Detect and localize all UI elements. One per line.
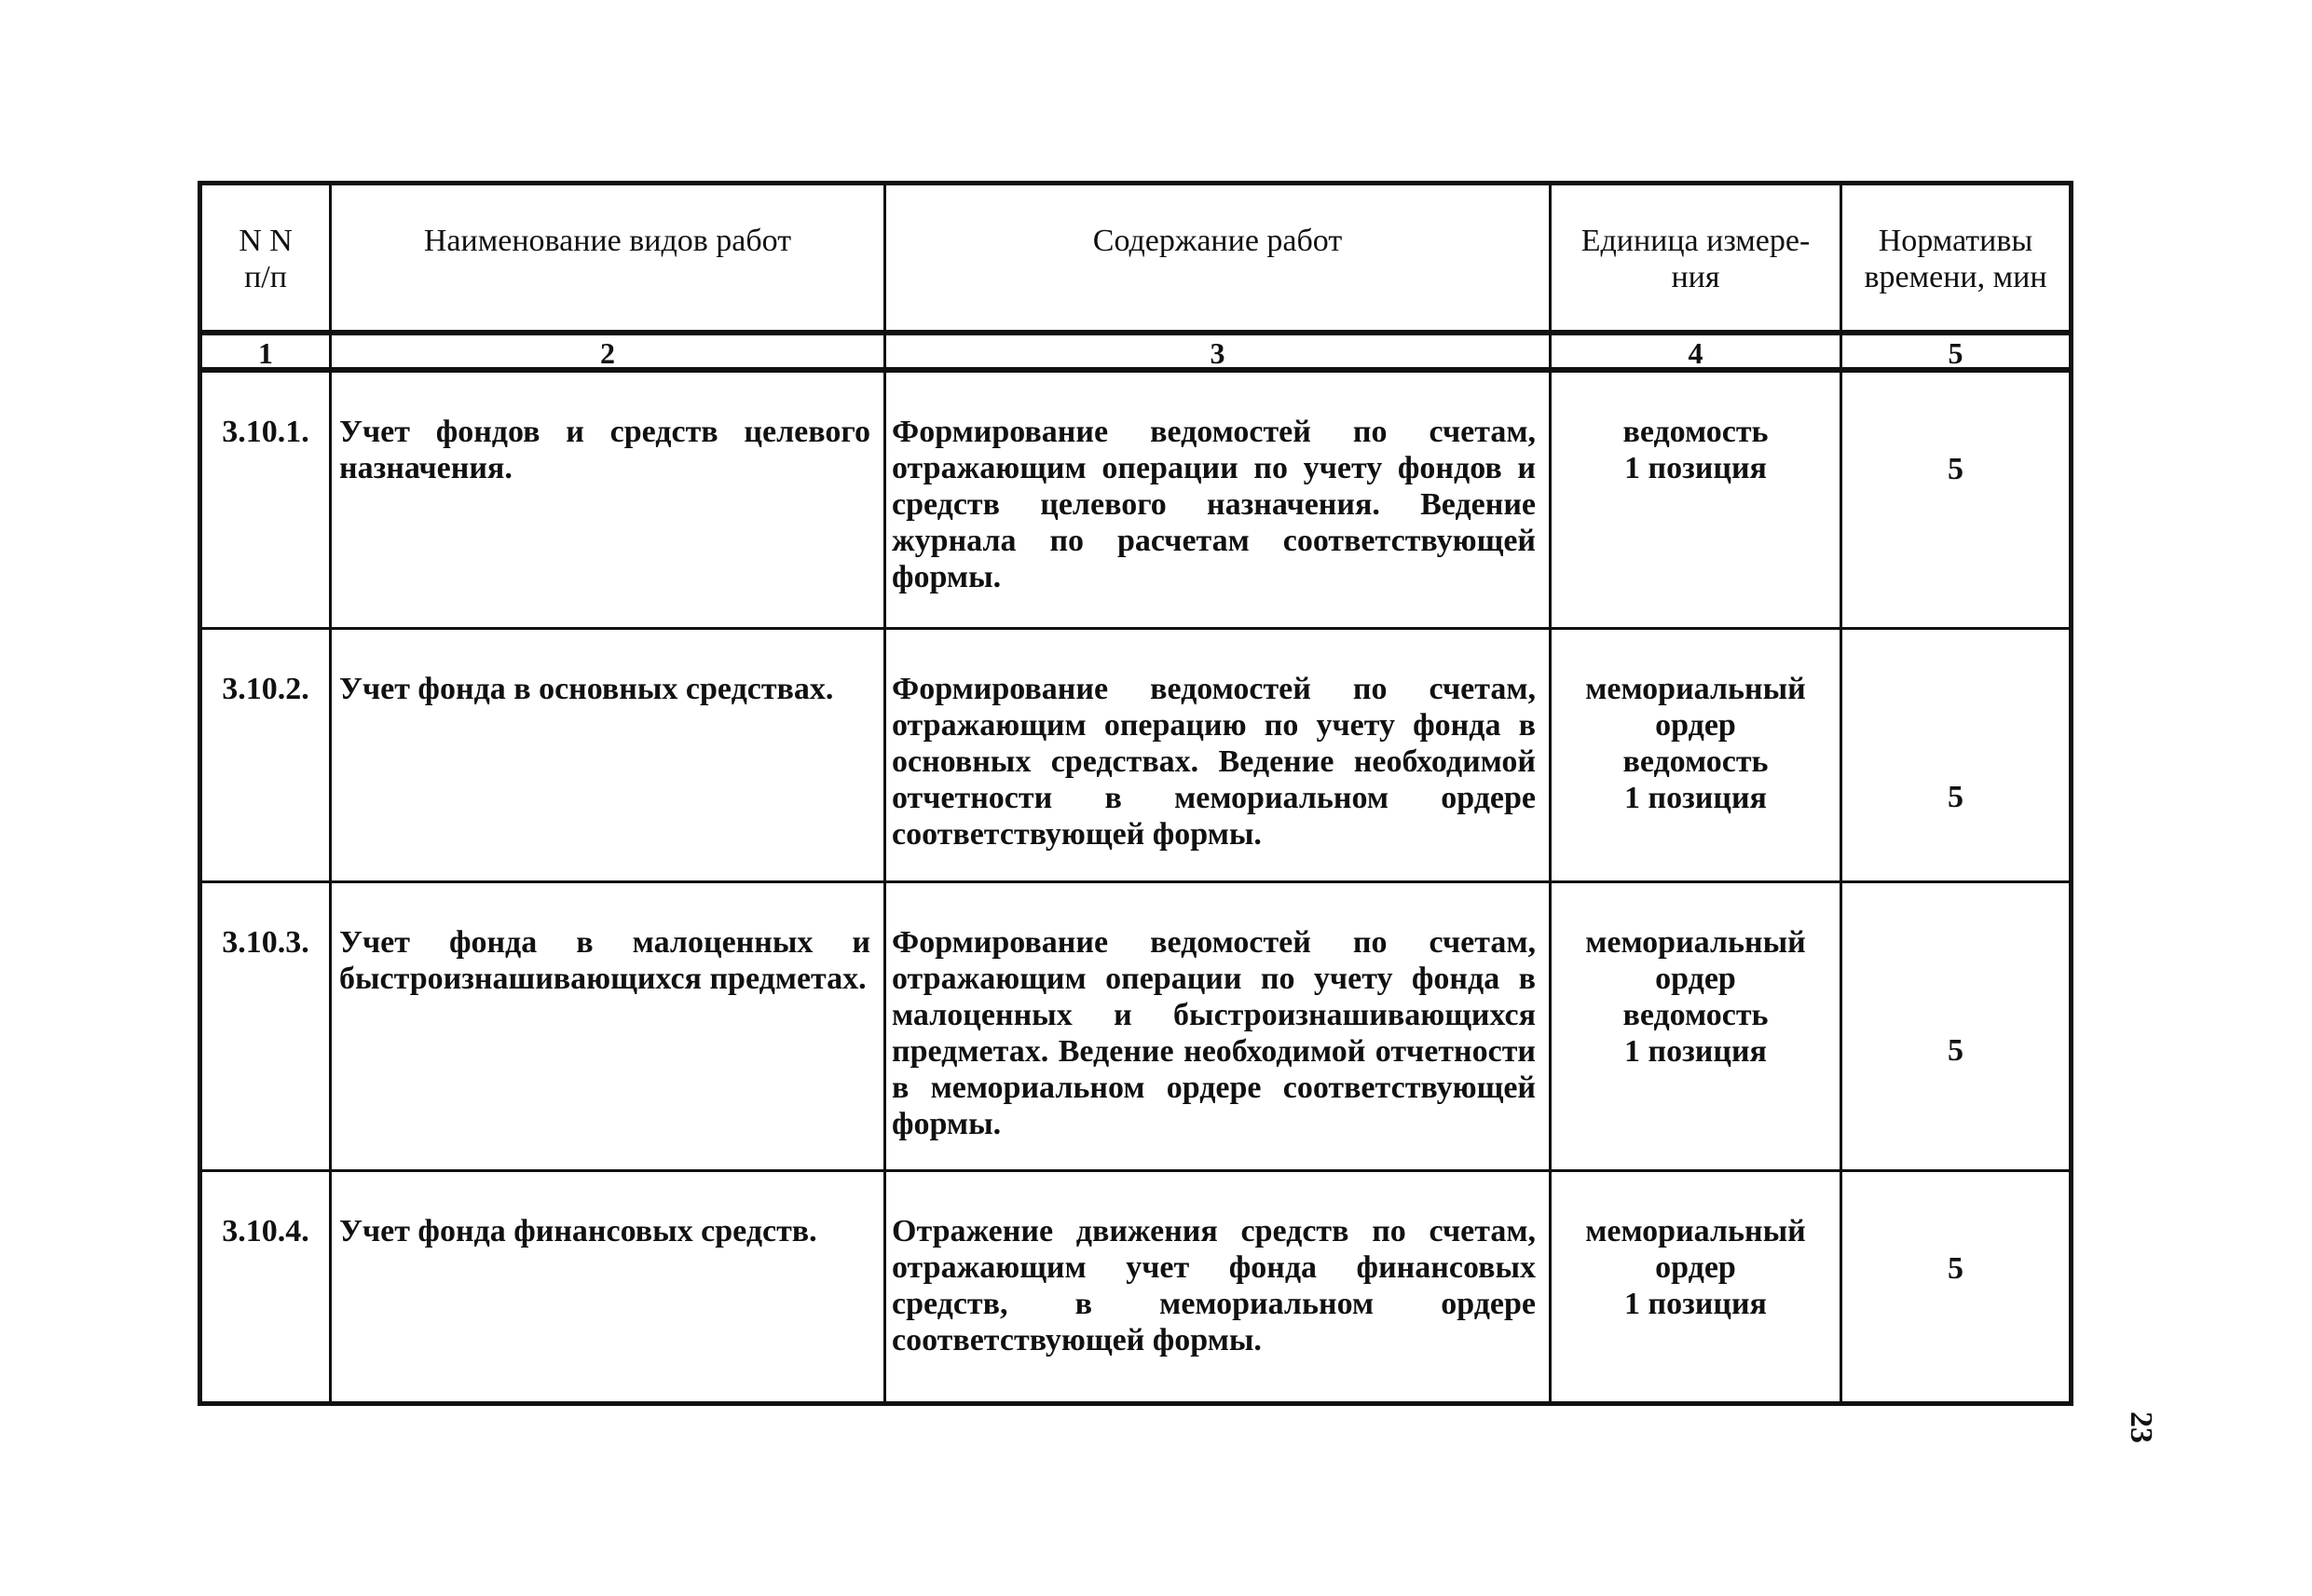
unit-line: мемориальный <box>1585 925 1806 960</box>
work-content: Формирование ведомостей по счетам, отражающим операции по учету фондов и средств целевого назначения. Ведение журнала по расчетам соответствующей формы. <box>885 370 1551 629</box>
unit-line: 1 позиция <box>1624 450 1767 485</box>
header-row <box>200 184 2072 333</box>
row-number: 3.10.3. <box>200 882 331 1171</box>
unit-line: 1 позиция <box>1624 1287 1767 1321</box>
column-number-row <box>200 333 2072 370</box>
column-number: 1 <box>200 333 331 370</box>
header-col-unit <box>1551 184 1841 333</box>
header-col-content <box>885 184 1551 333</box>
norms-table <box>198 181 2073 1406</box>
row-number: 3.10.4. <box>200 1171 331 1404</box>
table-row <box>200 1171 2072 1404</box>
unit-line: ведомость <box>1622 744 1769 779</box>
time-norm: 5 <box>1841 1171 2072 1404</box>
unit-line: 1 позиция <box>1624 1034 1767 1069</box>
header-col-name-line1: Наименование видов работ <box>423 224 792 258</box>
header-col-number-line2: п/п <box>244 260 287 294</box>
work-type-name: Учет фонда финансовых средств. <box>331 1171 885 1404</box>
header-col-number-line1: N N <box>239 224 293 258</box>
row-number: 3.10.1. <box>200 370 331 629</box>
unit-line: ведомость <box>1622 414 1769 449</box>
work-type-name: Учет фондов и средств целевого назначения. <box>331 370 885 629</box>
unit-line: 1 позиция <box>1624 781 1767 815</box>
header-col-norm-line2: времени, мин <box>1864 260 2047 294</box>
row-number: 3.10.2. <box>200 629 331 882</box>
unit-of-measure <box>1551 1171 1841 1404</box>
work-content: Формирование ведомостей по счетам, отражающим операции по учету фонда в малоценных и быстроизнашивающихся предметах. Ведение необходимой отчетности в мемориальном ордере соответствующей формы. <box>885 882 1551 1171</box>
unit-line: мемориальный <box>1585 1214 1806 1248</box>
table-row <box>200 629 2072 882</box>
unit-line: ордер <box>1655 708 1736 743</box>
work-type-name: Учет фонда в малоценных и быстроизнашивающихся предметах. <box>331 882 885 1171</box>
column-number: 5 <box>1841 333 2072 370</box>
unit-line: ордер <box>1655 962 1736 996</box>
unit-line: ордер <box>1655 1250 1736 1285</box>
header-col-norm-line1: Нормативы <box>1878 224 2033 258</box>
unit-line: мемориальный <box>1585 672 1806 706</box>
work-content: Формирование ведомостей по счетам, отражающим операцию по учету фонда в основных средствах. Ведение необходимой отчетности в мемориальном ордере соответствующей формы. <box>885 629 1551 882</box>
header-col-unit-line1: Единица измере- <box>1580 224 1811 258</box>
header-col-norm <box>1841 184 2072 333</box>
column-number: 3 <box>885 333 1551 370</box>
work-type-name: Учет фонда в основных средствах. <box>331 629 885 882</box>
page-number: 23 <box>2124 1412 2158 1443</box>
time-norm: 5 <box>1841 370 2072 629</box>
table-row <box>200 370 2072 629</box>
unit-of-measure <box>1551 629 1841 882</box>
column-number: 2 <box>331 333 885 370</box>
unit-line: ведомость <box>1622 998 1769 1032</box>
time-norm: 5 <box>1841 882 2072 1171</box>
work-content: Отражение движения средств по счетам, отражающим учет фонда финансовых средств, в мемориальном ордере соответствующей формы. <box>885 1171 1551 1404</box>
header-col-unit-line2: ния <box>1671 260 1720 294</box>
column-number: 4 <box>1551 333 1841 370</box>
header-col-name <box>331 184 885 333</box>
unit-of-measure <box>1551 882 1841 1171</box>
time-norm: 5 <box>1841 629 2072 882</box>
header-col-content-line1: Содержание работ <box>1092 224 1343 258</box>
unit-of-measure <box>1551 370 1841 629</box>
header-col-number <box>200 184 331 333</box>
table-row <box>200 882 2072 1171</box>
